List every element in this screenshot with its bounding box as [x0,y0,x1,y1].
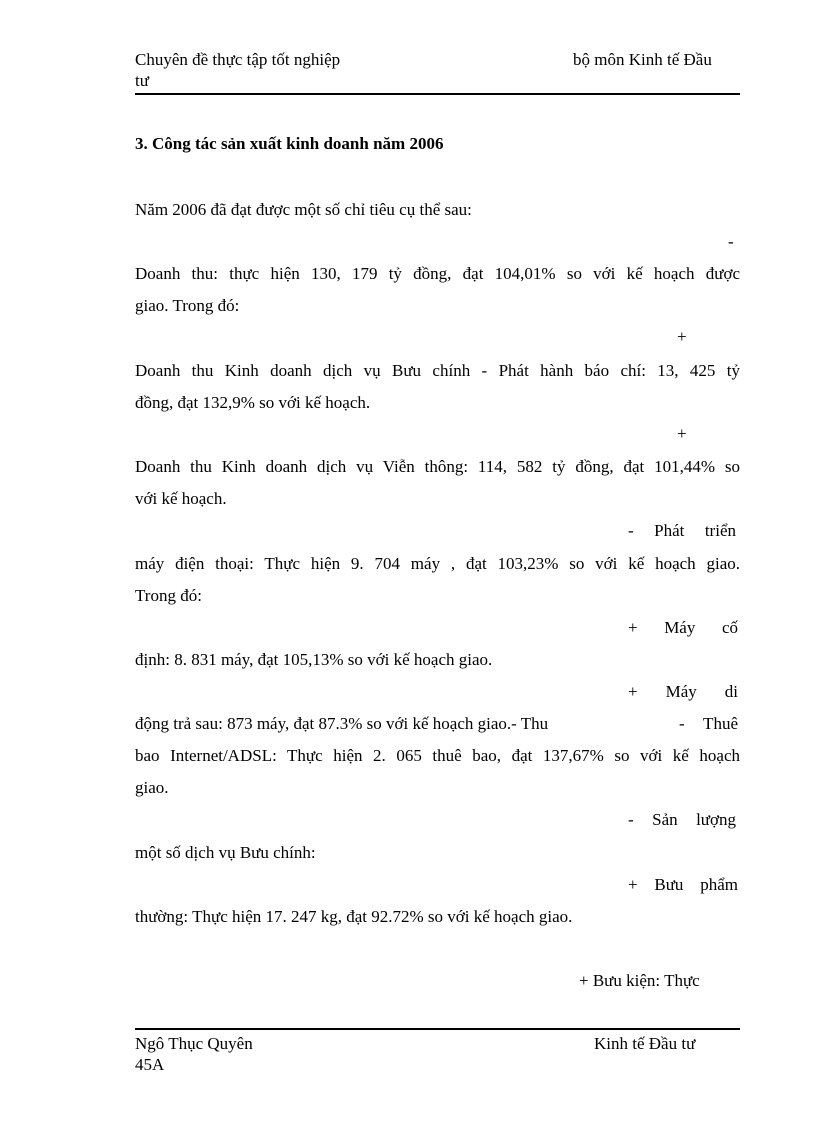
body-line: Doanh thu Kinh doanh dịch vụ Bưu chính - Phát hành báo chí: 13, 425 tỷ [135,361,740,380]
body-line: Doanh thu: thực hiện 130, 179 tỷ đồng, đạt 104,01% so với kế hoạch được [135,264,740,283]
bullet-plus: + [677,327,687,346]
header-left-line1: Chuyên đề thực tập tốt nghiệp [135,50,341,69]
header-right: bộ môn Kinh tế Đầu [573,50,712,69]
body-line: Trong đó: [135,586,202,605]
body-line: thường: Thực hiện 17. 247 kg, đạt 92.72% so với kế hoạch giao. [135,907,573,926]
body-line: Năm 2006 đã đạt được một số chỉ tiêu cụ thể sau: [135,200,472,219]
bullet-dash-heading: - Phát triển [628,521,736,540]
bullet-dash-heading: - Thuê [679,714,738,733]
body-line: một số dịch vụ Bưu chính: [135,843,316,862]
header-rule [135,93,740,95]
body-line: với kế hoạch. [135,489,227,508]
footer-right: Kinh tế Đầu tư [594,1034,696,1053]
section-title: 3. Công tác sản xuất kinh doanh năm 2006 [135,134,444,153]
body-line: giao. [135,778,169,797]
bullet-dash: - [728,232,734,251]
footer-left-line2: 45A [135,1055,165,1074]
bullet-plus: + [677,424,687,443]
bullet-dash-heading: - Sản lượng [628,810,736,829]
body-line: định: 8. 831 máy, đạt 105,13% so với kế hoạch giao. [135,650,493,669]
bullet-plus-heading: + Bưu phẩm [628,875,738,894]
body-line: máy điện thoại: Thực hiện 9. 704 máy , đạt 103,23% so với kế hoạch giao. [135,554,740,573]
body-line: động trả sau: 873 máy, đạt 87.3% so với kế hoạch giao.- Thu [135,714,549,733]
footer-left-line1: Ngô Thục Quyên [135,1034,253,1053]
body-line: giao. Trong đó: [135,296,240,315]
bullet-plus-heading: + Máy di [628,682,738,701]
header-left-line2: tư [135,71,149,90]
footer-rule [135,1028,740,1030]
body-line: Doanh thu Kinh doanh dịch vụ Viễn thông: 114, 582 tỷ đồng, đạt 101,44% so [135,457,740,476]
body-line: bao Internet/ADSL: Thực hiện 2. 065 thuê bao, đạt 137,67% so với kế hoạch [135,746,740,765]
bullet-plus-heading: + Máy cố [628,618,738,637]
body-line: đồng, đạt 132,9% so với kế hoạch. [135,393,371,412]
bullet-plus-heading: + Bưu kiện: Thực [579,971,700,990]
